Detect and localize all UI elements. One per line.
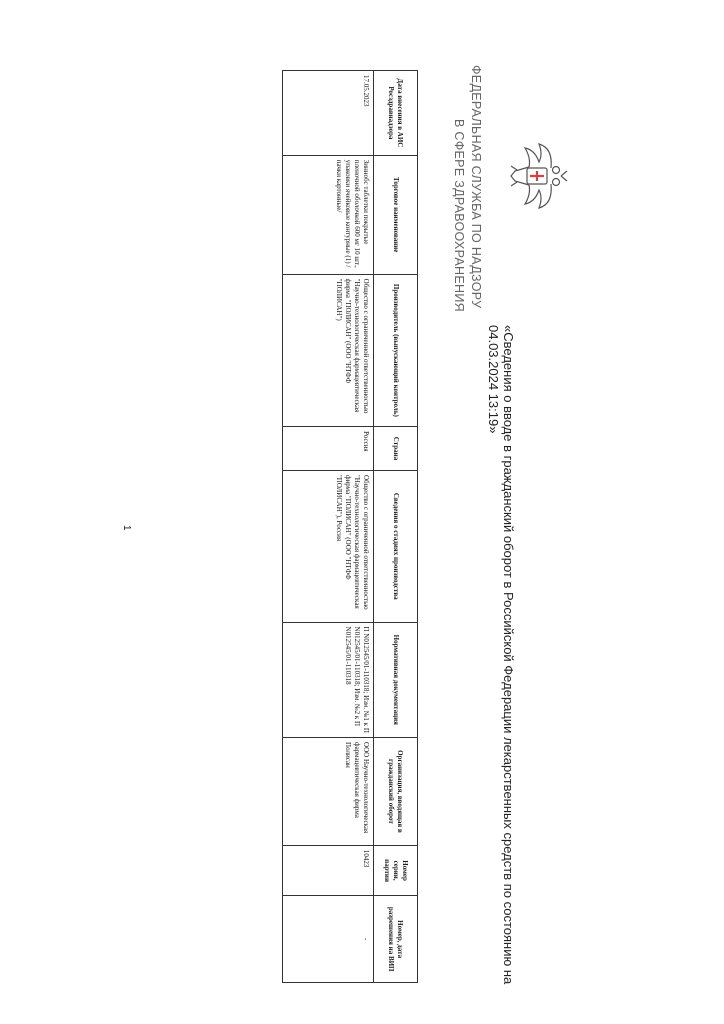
header-manufacturer: Производитель (выпускающий контроль): [374, 274, 418, 426]
header-production-stages: Сведения о стадиях производства: [374, 470, 418, 622]
table-header-row: [374, 71, 418, 983]
cell-country: Россия: [283, 427, 374, 471]
header-batch-number: Номер серии, партии: [374, 845, 418, 896]
agency-line-2: В СФЕРЕ ЗДРАВООХРАНЕНИЯ: [452, 119, 466, 312]
document-title: «Сведения о вводе в гражданский оборот в Российской Федерации лекарственных средств по состоянию на 04.03.2024 13:19»: [486, 325, 516, 985]
header-trade-name: Торговое наименование: [374, 155, 418, 274]
cell-manufacturer: Общество с ограниченной ответственностью "Научно-технологическая фармацевтическая фирма "ПОЛИСАН" (ООО "НТФФ "ПОЛИСАН"): [283, 274, 374, 426]
header-normative-docs: Нормативная документация: [374, 622, 418, 738]
double-headed-eagle-emblem-icon: [509, 140, 569, 212]
cell-production-stages: Общество с ограниченной ответственностью "Научно-технологическая фармацевтическая фирма "ПОЛИСАН" (ООО "НТФФ "ПОЛИСАН"), Россия: [283, 470, 374, 622]
agency-name: [450, 65, 484, 312]
cell-entry-date: 17.05.2023: [283, 71, 374, 156]
agency-line-1: ФЕДЕРАЛЬНАЯ СЛУЖБА ПО НАДЗОРУ: [469, 65, 483, 309]
header-entry-date: Дата внесения в АИС Росздравнадзора: [374, 71, 418, 156]
cell-organization: ООО Научно-технологическая фармацевтическая фирма Полисан: [283, 738, 374, 846]
cell-trade-name: Зиннобс таблетки покрытые пленочной оболочкой 600 мг 10 шт., упаковки ячейковые контурные (1) /пачки картонные/: [283, 155, 374, 274]
table-row: [283, 71, 374, 983]
cell-normative-docs: П N012545/01-110318; Изм. №1 к П N012545/01-110318; Изм. №2 к П N012545/01-110318: [283, 622, 374, 738]
registry-table: [282, 70, 418, 983]
header-permit: Номер, дата разрешения на ВИП: [374, 896, 418, 983]
cell-batch-number: 10423: [283, 845, 374, 896]
header-organization: Организация, вводящая в гражданский оборот: [374, 738, 418, 846]
header-country: Страна: [374, 427, 418, 471]
page-number: 1: [121, 525, 132, 531]
cell-permit: -: [283, 896, 374, 983]
